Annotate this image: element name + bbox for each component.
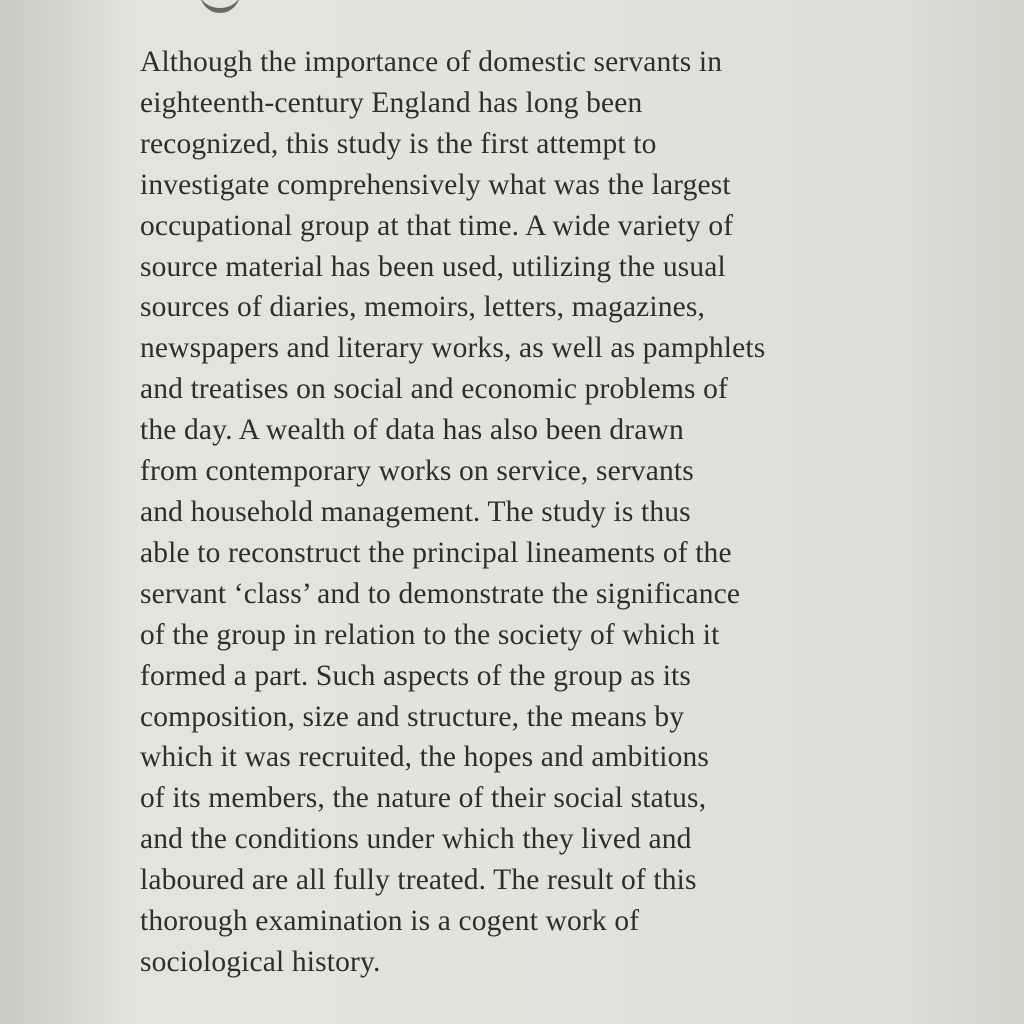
blurb-line: occupational group at that time. A wide variety of [140, 209, 734, 242]
blurb-line: servant ‘class’ and to demonstrate the significance [140, 577, 741, 610]
blurb-line: and treatises on social and economic problems of [140, 373, 729, 406]
blurb-line: of the group in relation to the society of which it [140, 618, 720, 651]
blurb-line: investigate comprehensively what was the largest [140, 168, 731, 201]
blurb-line: laboured are all fully treated. The result of this [140, 864, 697, 897]
blurb-line: sociological history. [140, 945, 381, 978]
blurb-line: and the conditions under which they lived and [140, 823, 692, 856]
blurb-line: Although the importance of domestic servants in [140, 46, 723, 78]
blurb-line: recognized, this study is the first attempt to [140, 127, 657, 160]
blurb-line: sources of diaries, memoirs, letters, magazines, [140, 291, 706, 324]
blurb-line: and household management. The study is thus [140, 495, 691, 528]
blurb-line: formed a part. Such aspects of the group as its [140, 659, 692, 692]
blurb-line: thorough examination is a cogent work of [140, 905, 640, 938]
page-edge-shadow [0, 0, 140, 1024]
blurb-line: from contemporary works on service, servants [140, 455, 694, 488]
blurb-line: of its members, the nature of their social status, [140, 782, 707, 815]
partial-glyph-top [200, 0, 240, 13]
blurb-line: source material has been used, utilizing the usual [140, 250, 726, 283]
blurb-line: the day. A wealth of data has also been drawn [140, 414, 684, 447]
blurb-paragraph [140, 42, 1000, 983]
blurb-line: composition, size and structure, the means by [140, 700, 685, 733]
blurb-line: able to reconstruct the principal lineaments of the [140, 536, 732, 569]
blurb-line: eighteenth-century England has long been [140, 86, 643, 119]
blurb-line: newspapers and literary works, as well as pamphlets [140, 332, 766, 365]
blurb-line: which it was recruited, the hopes and ambitions [140, 741, 710, 774]
